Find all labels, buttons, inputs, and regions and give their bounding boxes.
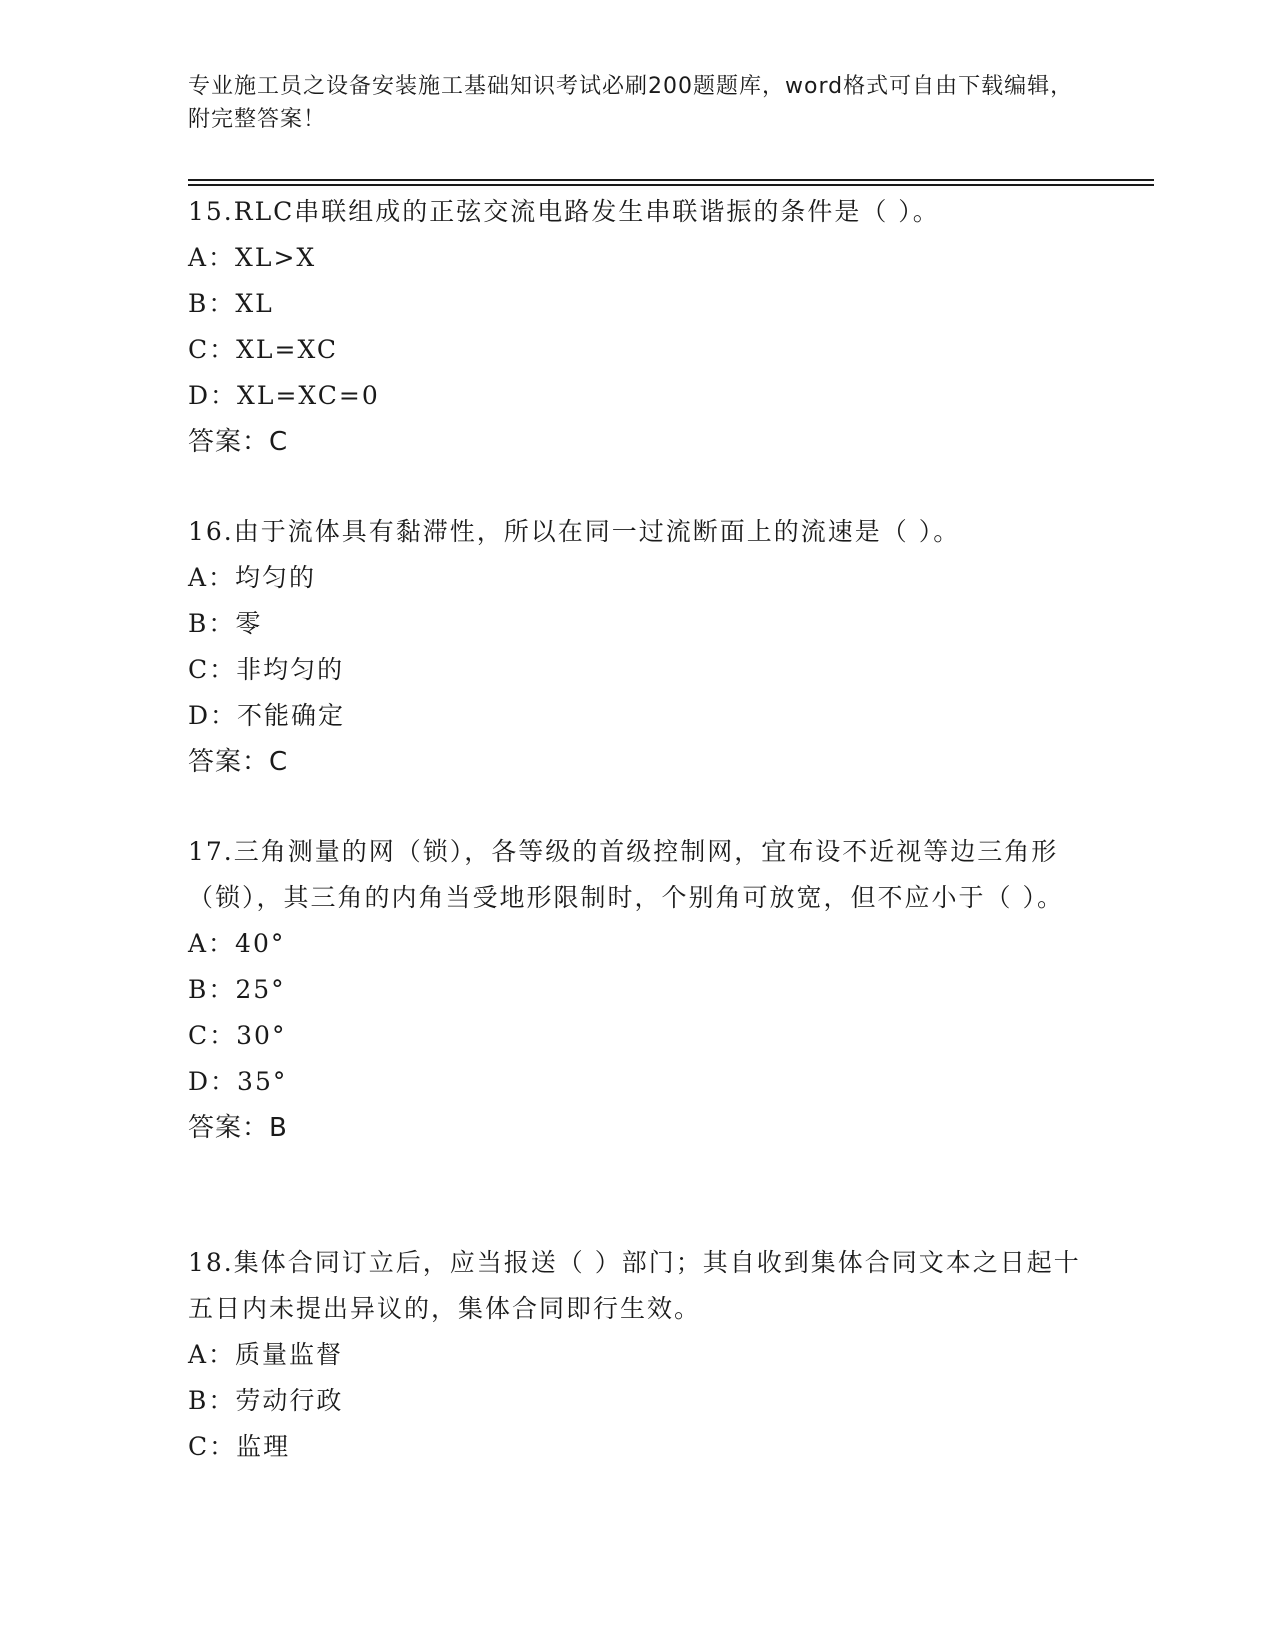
option-b: B：XL: [188, 289, 274, 318]
answer: 答案：B: [188, 1113, 288, 1143]
question-stem: 18.集体合同订立后，应当报送（ ）部门；其自收到集体合同文本之日起十五日内未提出异议的，集体合同即行生效。: [188, 1248, 1081, 1323]
document-header: 专业施工员之设备安装施工基础知识考试必刷200题题库，word格式可自由下载编辑，附完整答案！: [188, 74, 1074, 132]
option-c: C：监理: [188, 1432, 291, 1461]
question-17: [188, 829, 1088, 1151]
question-16: [188, 509, 1088, 785]
question-stem: 16.由于流体具有黏滞性，所以在同一过流断面上的流速是（ ）。: [188, 517, 961, 546]
question-stem: 17.三角测量的网（锁），各等级的首级控制网，宜布设不近视等边三角形（锁），其三角的内角当受地形限制时，个别角可放宽，但不应小于（ ）。: [188, 837, 1064, 912]
option-a: A：质量监督: [188, 1340, 344, 1369]
option-a: A：40°: [188, 929, 286, 958]
question-15: [188, 189, 1088, 465]
answer: 答案：C: [188, 427, 289, 457]
option-d: D：35°: [188, 1067, 288, 1096]
option-c: C：XL=XC: [188, 335, 338, 364]
option-a: A：均匀的: [188, 563, 317, 592]
option-a: A：XL>X: [188, 243, 317, 272]
answer: 答案：C: [188, 747, 289, 777]
option-b: B：零: [188, 609, 263, 638]
option-d: D：XL=XC=0: [188, 381, 380, 410]
option-b: B：25°: [188, 975, 286, 1004]
option-d: D：不能确定: [188, 701, 346, 730]
option-b: B：劳动行政: [188, 1386, 344, 1415]
header-divider-bottom: [188, 184, 1154, 186]
question-18: [188, 1240, 1088, 1470]
header-divider-top: [188, 179, 1154, 181]
option-c: C：非均匀的: [188, 655, 345, 684]
option-c: C：30°: [188, 1021, 287, 1050]
question-stem: 15.RLC串联组成的正弦交流电路发生串联谐振的条件是（ ）。: [188, 197, 940, 226]
